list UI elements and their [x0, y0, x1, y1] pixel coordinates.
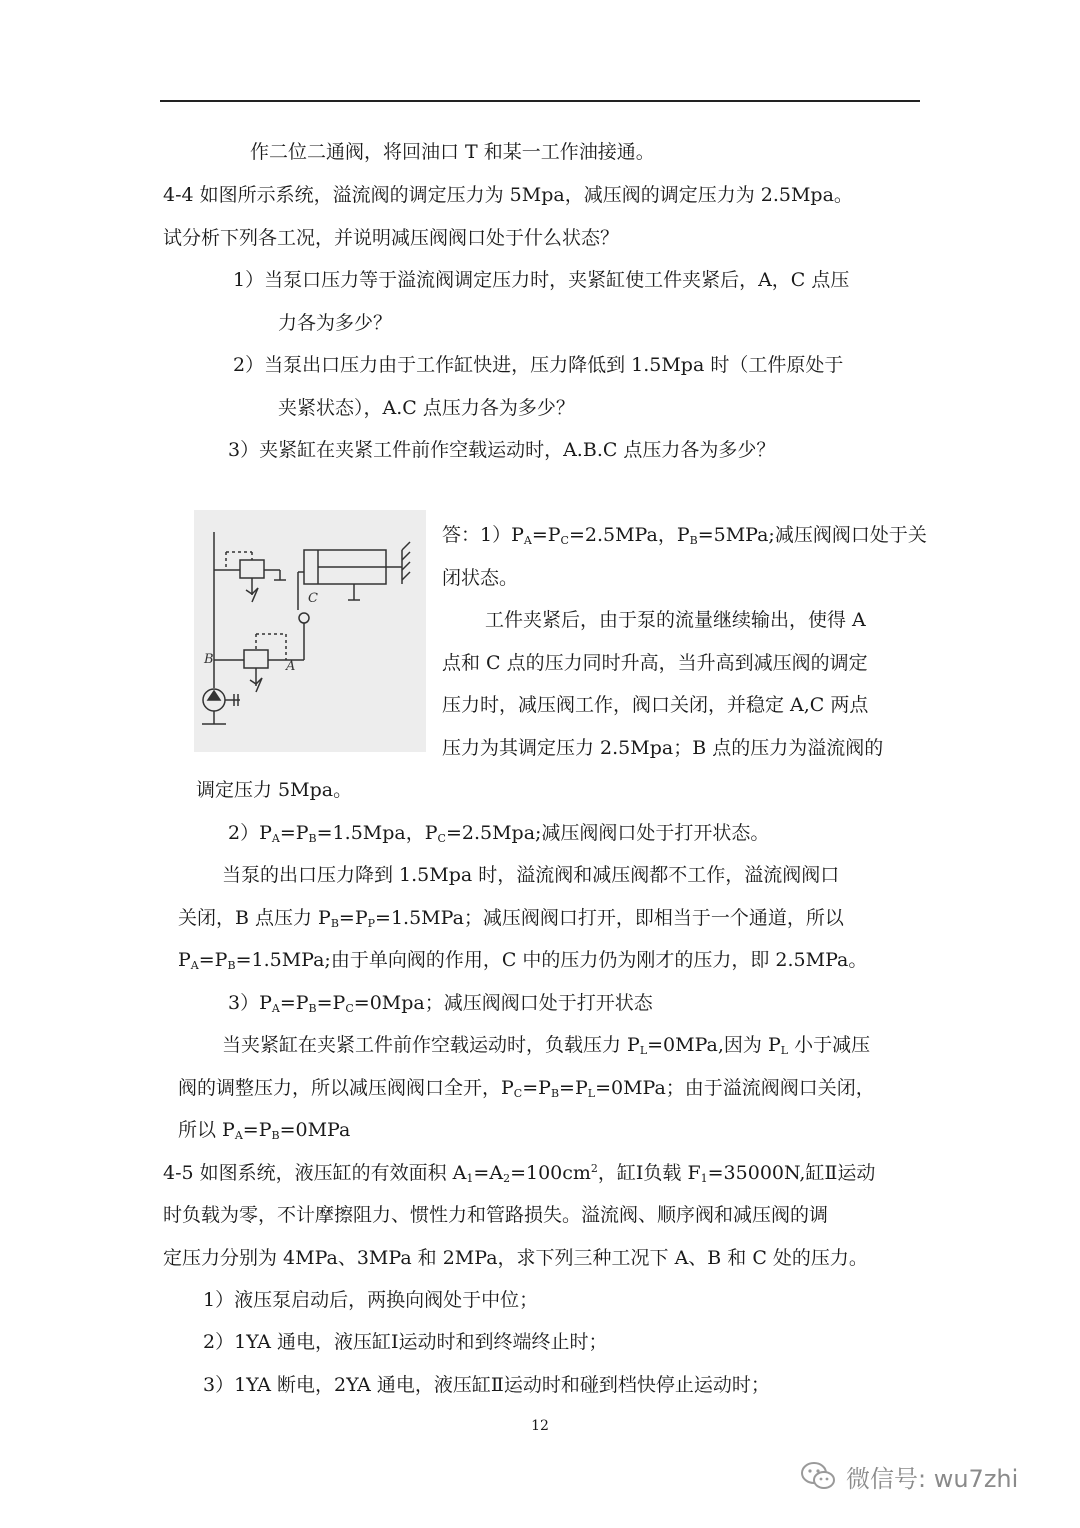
wechat-icon — [800, 1460, 836, 1492]
page-number: 12 — [531, 1418, 549, 1434]
condition-3: 3）1YA 断电，2YA 通电，液压缸Ⅱ运动时和碰到档快停止运动时； — [203, 1374, 770, 1396]
subscript: C — [560, 534, 569, 547]
subscript: B — [689, 534, 698, 547]
label-a: A — [286, 659, 296, 674]
subscript: B — [308, 1002, 317, 1015]
superscript: 2 — [590, 1162, 598, 1175]
text-line: 时负载为零，不计摩擦阻力、惯性力和管路损失。溢流阀、顺序阀和减压阀的调 — [163, 1204, 829, 1226]
subscript: A — [234, 1129, 243, 1142]
text-line: 当夹紧缸在夹紧工件前作空载运动时，负载压力 $P_L=0MPa$,因为 $P_L$ 小于减压 — [222, 1034, 871, 1057]
subscript: L — [780, 1044, 789, 1057]
subscript: A — [190, 959, 199, 972]
label-b: B — [204, 652, 214, 667]
watermark-text: 微信号: wu7zhi — [846, 1464, 1019, 1493]
answer-3: $3)P_A=P_B=P_C=0Mpa$；减压阀阀口处于打开状态 — [228, 992, 653, 1015]
subscript: L — [587, 1087, 596, 1100]
text-line: 关闭，B 点压力 $P_B=P_P=1.5MPa$；减压阀阀口打开，即相当于一个通道，所以 — [178, 907, 844, 930]
text-line: 当泵的出口压力降到 1.5Mpa 时，溢流阀和减压阀都不工作，溢流阀阀口 — [222, 864, 840, 886]
header-rule — [160, 100, 920, 102]
label-c: C — [308, 591, 318, 606]
subscript: B — [330, 917, 339, 930]
watermark — [800, 1456, 1018, 1496]
text-line: 闭状态。 — [442, 567, 519, 589]
text-line: 压力时，减压阀工作，阀口关闭，并稳定 A,C 两点 — [442, 694, 869, 716]
subscript: A — [271, 1002, 280, 1015]
subscript: 1 — [466, 1172, 474, 1185]
subscript: P — [367, 917, 376, 930]
subscript: C — [345, 1002, 354, 1015]
text-line: 夹紧状态），A.C 点压力各为多少？ — [278, 397, 575, 419]
question-3: 3）夹紧缸在夹紧工件前作空载运动时，A.B.C 点压力各为多少？ — [228, 439, 776, 461]
text-line: $P_A=P_B=1.5MPa$;由于单向阀的作用，C 中的压力仍为刚才的压力，即 2.5MPa。 — [178, 949, 868, 972]
subscript: A — [523, 534, 532, 547]
text-line: 作二位二通阀，将回油口 T 和某一工作油接通。 — [250, 141, 655, 163]
text-line: 试分析下列各工况，并说明减压阀阀口处于什么状态？ — [163, 227, 620, 249]
subscript: B — [227, 959, 236, 972]
text-line: 压力为其调定压力 2.5Mpa；B 点的压力为溢流阀的 — [442, 737, 884, 759]
subscript: B — [271, 1129, 280, 1142]
condition-1: 1）液压泵启动后，两换向阀处于中位； — [203, 1289, 539, 1311]
answer-1: 答：$1)P_A=P_C=2.5MPa$，$P_B=5MPa$;减压阀阀口处于关 — [442, 524, 927, 547]
problem-4-5-line: 4-5 如图系统，液压缸的有效面积 $A_1=A_2=100cm^2$，缸Ⅰ负载 $F_1=35000N$,缸Ⅱ运动 — [163, 1162, 876, 1185]
hydraulic-circuit-figure — [194, 510, 426, 752]
text-line: 点和 C 点的压力同时升高，当升高到减压阀的调定 — [442, 652, 868, 674]
question-1: 1）当泵口压力等于溢流阀调定压力时，夹紧缸使工件夹紧后，A，C 点压 — [233, 269, 850, 291]
problem-4-4-line: 4-4 如图所示系统，溢流阀的调定压力为 5Mpa，减压阀的调定压力为 2.5Mpa。 — [163, 184, 853, 206]
condition-2: 2）1YA 通电，液压缸Ⅰ运动时和到终端终止时； — [203, 1331, 608, 1353]
text-line: 定压力分别为 4MPa、3MPa 和 2MPa，求下列三种工况下 A、B 和 C 处的压力。 — [163, 1247, 868, 1269]
text-line: 工件夹紧后，由于泵的流量继续输出，使得 A — [485, 609, 866, 631]
subscript: 2 — [503, 1172, 511, 1185]
subscript: 1 — [700, 1172, 708, 1185]
answer-2: $2)P_A=P_B=1.5Mpa$，$P_C=2.5Mpa$;减压阀阀口处于打开状态。 — [228, 822, 770, 845]
text-line: 力各为多少？ — [278, 312, 393, 334]
subscript: B — [308, 832, 317, 845]
text-line: 所以 $P_A=P_B=0MPa$ — [178, 1119, 351, 1142]
subscript: C — [437, 832, 446, 845]
text-line: 阀的调整压力，所以减压阀阀口全开，$P_C=P_B=P_L=0MPa$；由于溢流阀阀口关闭， — [178, 1077, 875, 1100]
subscript: L — [639, 1044, 648, 1057]
subscript: B — [550, 1087, 560, 1100]
subscript: A — [271, 832, 280, 845]
question-2: 2）当泵出口压力由于工作缸快进，压力降低到 1.5Mpa 时（工件原处于 — [233, 354, 844, 376]
subscript: C — [513, 1087, 523, 1100]
text-line: 调定压力 5Mpa。 — [196, 779, 353, 801]
